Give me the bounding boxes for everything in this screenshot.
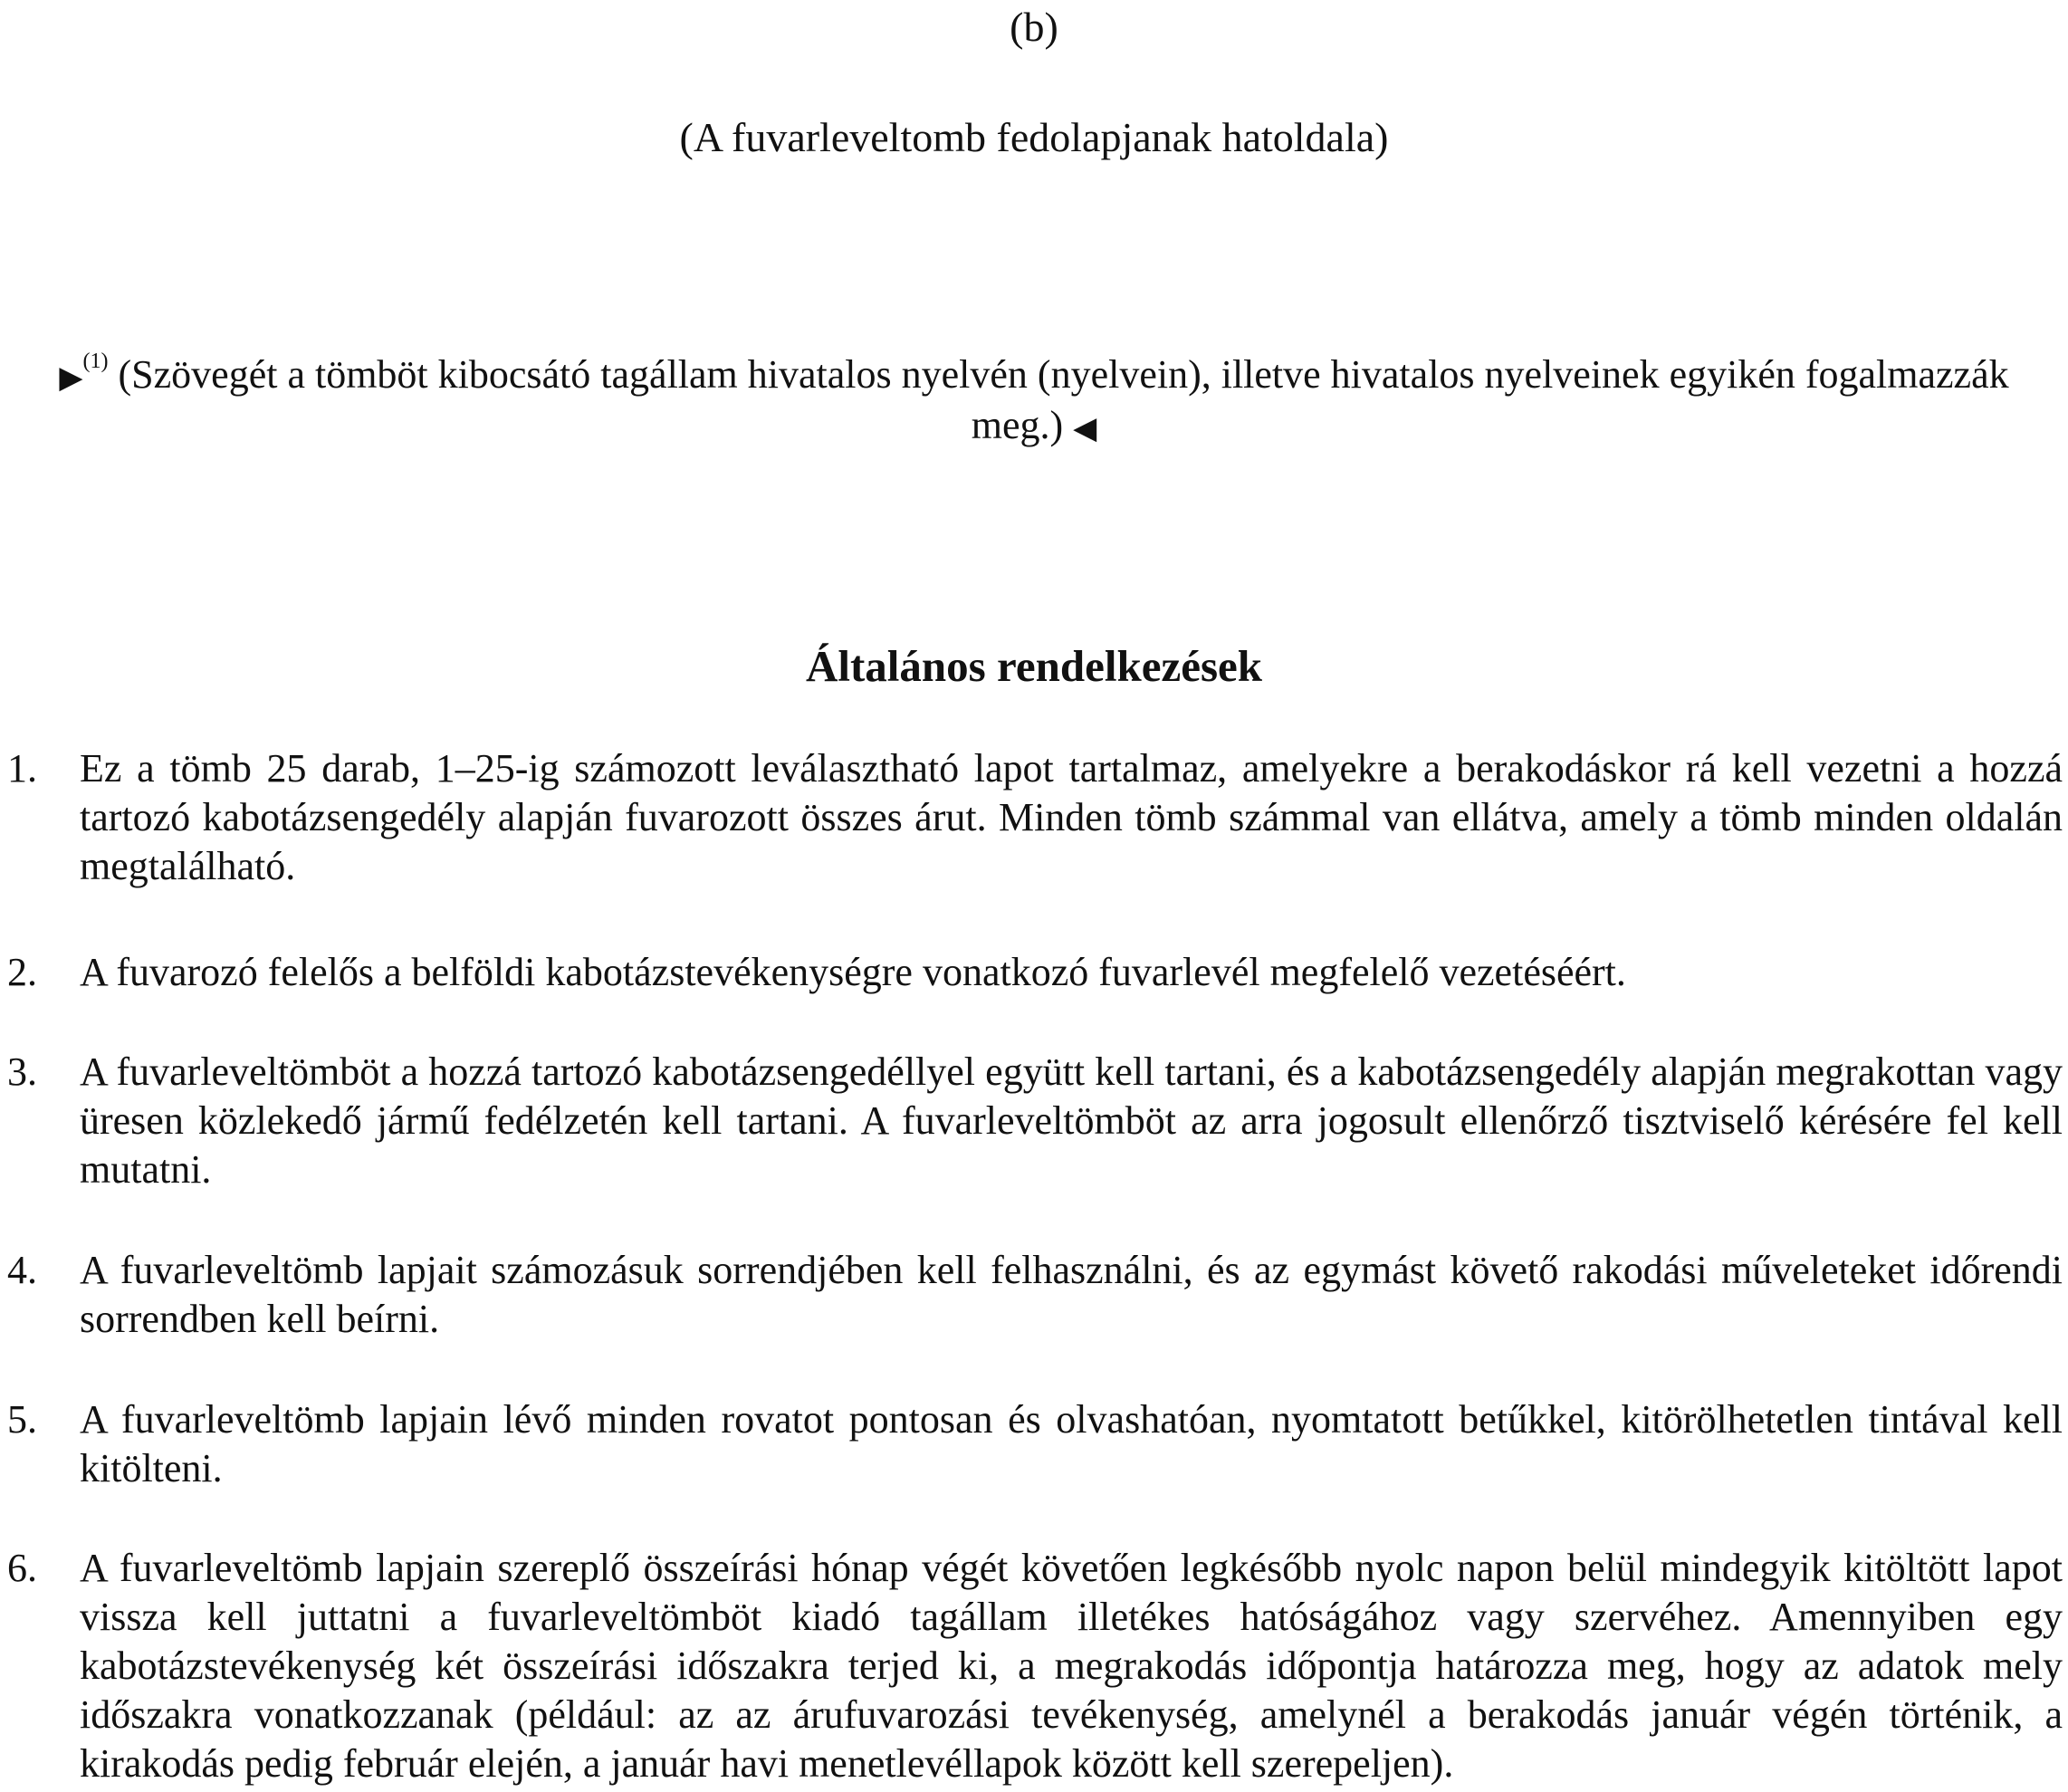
footnote-ref: (1)	[82, 350, 109, 373]
amendment-end-marker-icon: ◀	[1073, 412, 1097, 446]
list-item-text: A fuvarozó felelős a belföldi kabotázstevékenységre vonatkozó fuvarlevél megfelelő vezetéséért.	[80, 950, 1626, 994]
amendment-start-marker-icon: ▶	[59, 361, 83, 395]
list-item-number: 4.	[7, 1248, 37, 1292]
list-item-text: A fuvarleveltömböt a hozzá tartozó kabotázsengedéllyel együtt kell tartani, és a kabotázsengedély alapján megrakottan vagy üresen közlekedő jármű fedélzetén kell tartani. A fuvarleveltömböt az arra jogosult ellenőrző tisztviselő kérésére fel kell mutatni.	[80, 1049, 2063, 1192]
list-item-text: Ez a tömb 25 darab, 1–25-ig számozott leválasztható lapot tartalmaz, amelyekre a berakodáskor rá kell vezetni a hozzá tartozó kabotázsengedély alapján fuvarozott összes árut. Minden tömb számmal van ellátva, amely a tömb minden oldalán megtalálható.	[80, 746, 2063, 888]
list-item-number: 2.	[7, 950, 37, 994]
section-subtitle: (A fuvarleveltomb fedolapjanak hatoldala)	[679, 114, 1389, 160]
section-label: (b)	[1010, 4, 1058, 50]
amendment-note-text: (Szövegét a tömböt kibocsátó tagállam hivatalos nyelvén (nyelvein), illetve hivatalos nyelveinek egyikén fogalmazzák meg.)	[118, 352, 2009, 447]
section-heading: Általános rendelkezések	[805, 641, 1263, 691]
list-item-text: A fuvarleveltömb lapjain lévő minden rovatot pontosan és olvashatóan, nyomtatott betűkkel, kitörölhetetlen tintával kell kitölteni.	[80, 1397, 2063, 1490]
list-item-number: 5.	[7, 1397, 37, 1442]
list-item-number: 1.	[7, 746, 37, 791]
list-item-text: A fuvarleveltömb lapjait számozásuk sorrendjében kell felhasználni, és az egymást követő rakodási műveleteket időrendi sorrendben kell beírni.	[80, 1248, 2063, 1341]
amendment-note	[53, 351, 2015, 453]
list-item-number: 3.	[7, 1049, 37, 1094]
list-item-text: A fuvarleveltömb lapjain szereplő összeírási hónap végét követően legkésőbb nyolc napon belül mindegyik kitöltött lapot vissza kell juttatni a fuvarleveltömböt kiadó tagállam illetékes hatóságához vagy szervéhez. Amennyiben egy kabotázstevékenység két összeírási időszakra terjed ki, a megrakodás időpontja határozza meg, hogy az adatok mely időszakra vonatkozzanak (például: az az árufuvarozási tevékenység, amelynél a berakodás január végén történik, a kirakodás pedig február elején, a január havi menetlevéllapok között kell szerepeljen).	[80, 1546, 2063, 1786]
list-item-number: 6.	[7, 1546, 37, 1590]
